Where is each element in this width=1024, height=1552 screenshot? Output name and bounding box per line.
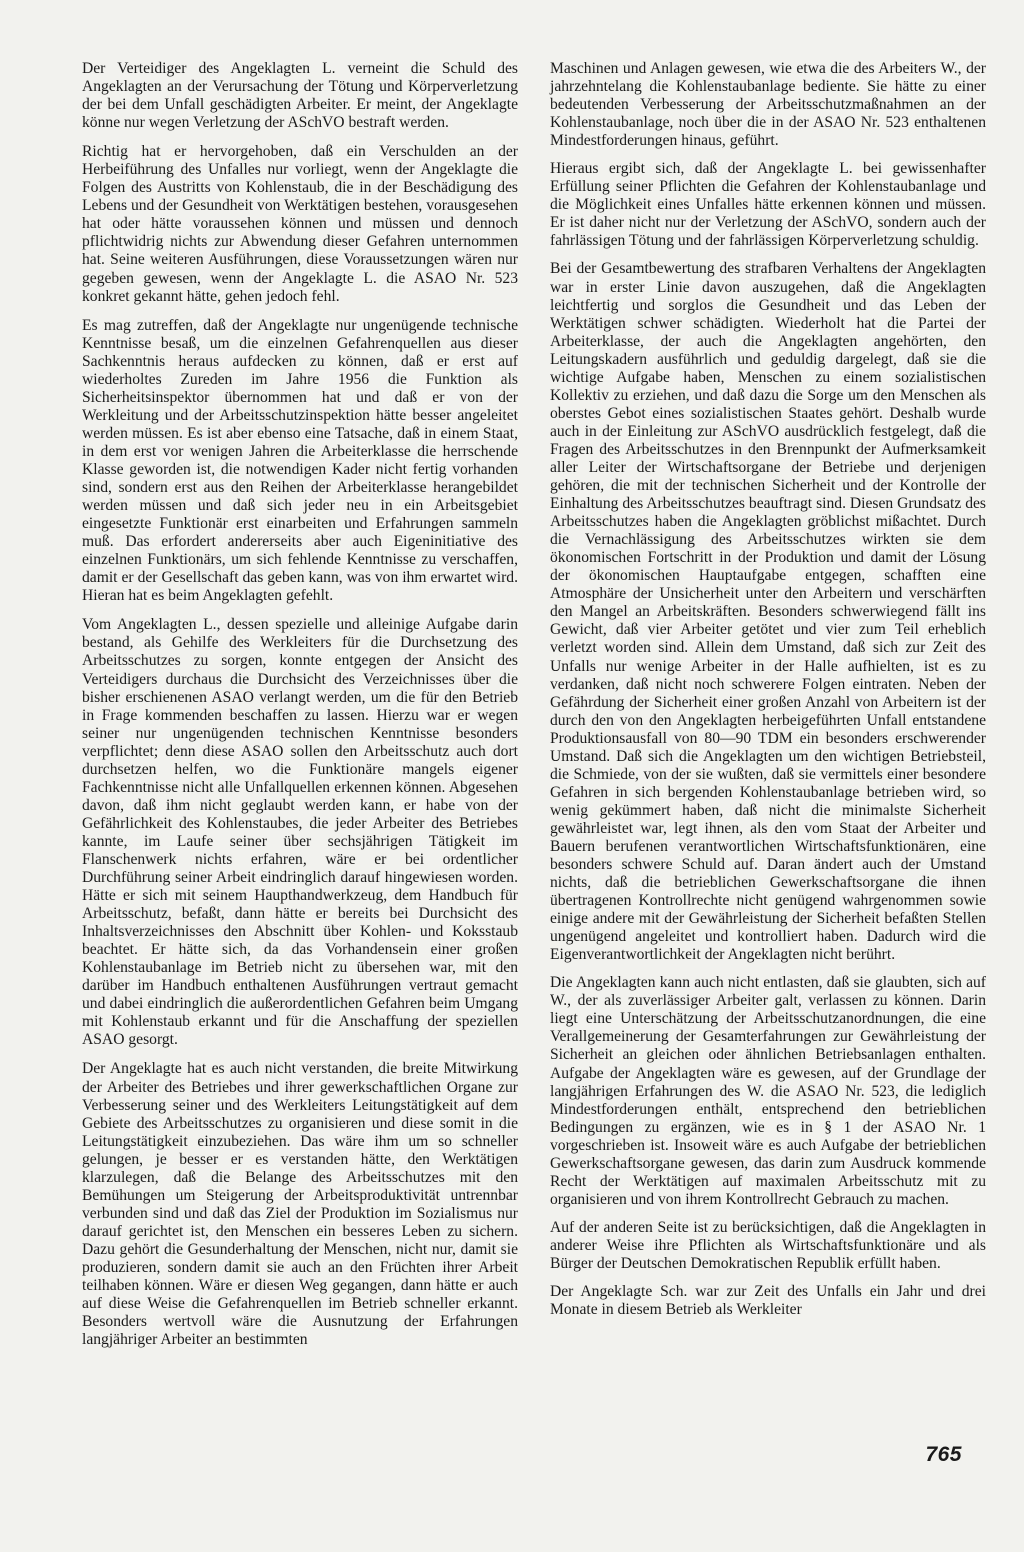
page-number: 765 (925, 1443, 962, 1466)
paragraph: Die Angeklagten kann auch nicht entlasten, daß sie glaubten, sich auf W., der als zuverlässiger Arbeiter galt, verlassen zu können. Darin liegt eine Unterschätzung der Arbeitsschutzanordnungen, die eine Verallgemeinerung der Gesamterfahrungen zur Gewährleistung der Sicherheit an gleichen oder ähnlichen Betriebsanlagen enthalten. Aufgabe der Angeklagten wäre es gewesen, auf der Grundlage der langjährigen Erfahrungen des W. die ASAO Nr. 523, die lediglich Mindestforderungen enthält, entsprechend den betrieblichen Bedingungen zu ergänzen, wie es in § 1 der ASAO Nr. 1 vorgeschrieben ist. Insoweit wäre es auch Aufgabe der betrieblichen Gewerkschaftsorgane gewesen, das darin zum Ausdruck kommende Recht der Werktätigen auf maximalen Arbeitsschutz mit zu organisieren und von ihrem Kontrollrecht Gebrauch zu machen. (550, 974, 986, 1208)
paragraph: Der Verteidiger des Angeklagten L. verneint die Schuld des Angeklagten an der Verursachung der Tötung und Körperverletzung der bei dem Unfall geschädigten Arbeiter. Er meint, der Angeklagte könne nur wegen Verletzung der ASchVO bestraft werden. (82, 60, 518, 132)
left-column (82, 60, 518, 1360)
paragraph: Vom Angeklagten L., dessen spezielle und alleinige Aufgabe darin bestand, als Gehilfe des Werkleiters für die Durchsetzung des Arbeitsschutzes zu sorgen, konnte entgegen der Ansicht des Verteidigers durchaus die Durchsicht des Verzeichnisses über die bisher erschienenen ASAO verlangt werden, um die für den Betrieb in Frage kommenden beschaffen zu lassen. Hierzu war er wegen seiner nur ungenügenden technischen Kenntnisse besonders verpflichtet; denn diese ASAO sollen den Arbeitsschutz auch dort durchsetzen helfen, wo die Funktionäre mangels eigener Fachkenntnisse nicht alle Unfallquellen erkennen können. Abgesehen davon, daß ihm nicht geglaubt werden kann, er habe von der Gefährlichkeit des Kohlenstaubes, die jeder Arbeiter des Betriebes kannte, im Laufe seiner über sechsjährigen Tätigkeit im Flanschenwerk nichts erfahren, wäre er bei ordentlicher Durchführung seiner Arbeit eindringlich darauf hingewiesen worden. Hätte er sich mit seinem Haupthandwerkzeug, dem Handbuch für Arbeitsschutz, befaßt, dann hätte er bereits bei Durchsicht des Inhaltsverzeichnisses den Abschnitt über Kohlen- und Koksstaub beachtet. Er hätte sich, da das Vorhandensein einer großen Kohlenstaubanlage im Betrieb nicht zu übersehen war, mit den darüber im Handbuch enthaltenen Ausführungen vertraut gemacht und dabei eindringlich die außerordentlichen Gefahren beim Umgang mit Kohlenstaub erkannt und für die Anschaffung der speziellen ASAO gesorgt. (82, 616, 518, 1049)
paragraph: Auf der anderen Seite ist zu berücksichtigen, daß die Angeklagten in anderer Weise ihre Pflichten als Wirtschaftsfunktionäre und als Bürger der Deutschen Demokratischen Republik erfüllt haben. (550, 1218, 986, 1272)
paragraph: Richtig hat er hervorgehoben, daß ein Verschulden an der Herbeiführung des Unfalles nur vorliegt, wenn der Angeklagte die Folgen des Austritts von Kohlenstaub, die in der Beschädigung des Lebens und der Gesundheit von Werktätigen bestehen, vorausgesehen hat oder hätte voraussehen können und müssen und dennoch pflichtwidrig nichts zur Abwendung dieser Gefahren unternommen hat. Seine weiteren Ausführungen, diese Voraussetzungen wären nur gegeben gewesen, wenn der Angeklagte L. die ASAO Nr. 523 konkret gekannt hätte, gehen jedoch fehl. (82, 143, 518, 305)
paragraph: Es mag zutreffen, daß der Angeklagte nur ungenügende technische Kenntnisse besaß, um die einzelnen Gefahrenquellen aus dieser Sachkenntnis heraus aufdecken zu können, daß er erst auf wiederholtes Zureden im Jahre 1956 die Funktion als Sicherheitsinspektor übernommen hat und daß er von der Werkleitung und der Arbeitsschutzinspektion hätte besser angeleitet werden müssen. Es ist aber ebenso eine Tatsache, daß in einem Staat, in dem erst vor wenigen Jahren die Arbeiterklasse die herrschende Klasse geworden ist, die notwendigen Kader nicht fertig vorhanden sind, sondern erst aus den Reihen der Arbeiterklasse herangebildet werden müssen und daß sich jeder neu in ein Arbeitsgebiet eingesetzte Funktionär erst einarbeiten und Erfahrungen sammeln muß. Das erfordert andererseits aber auch Eigeninitiative des einzelnen Funktionärs, um sich fehlende Kenntnisse zu verschaffen, damit er der Gesellschaft das geben kann, was von ihm erwartet wird. Hieran hat es beim Angeklagten gefehlt. (82, 316, 518, 605)
right-column (550, 60, 986, 1360)
paragraph: Der Angeklagte hat es auch nicht verstanden, die breite Mitwirkung der Arbeiter des Betriebes und ihrer gewerkschaftlichen Organe zur Verbesserung seiner und des Werkleiters Leitungstätigkeit auf dem Gebiete des Arbeitsschutzes zu organisieren und diese somit in die Leitungstätigkeit einzubeziehen. Das wäre ihm um so schneller gelungen, je besser er es verstanden hätte, den Werktätigen klarzulegen, daß die Belange des Arbeitsschutzes mit den Bemühungen um Steigerung der Arbeitsproduktivität untrennbar verbunden sind und daß das Ziel der Produktion im Sozialismus nur darauf gerichtet ist, den Menschen ein besseres Leben zu sichern. Dazu gehört die Gesunderhaltung der Menschen, nicht nur, damit sie produzieren, sondern damit sie auch an den Früchten ihrer Arbeit teilhaben können. Wäre er diesen Weg gegangen, dann hätte er auch auf diese Weise die Gefahrenquellen im Betrieb schneller erkannt. Besonders wertvoll wäre die Ausnutzung der Erfahrungen langjähriger Arbeiter an bestimmten (82, 1060, 518, 1349)
text-columns (82, 60, 986, 1360)
paragraph: Der Angeklagte Sch. war zur Zeit des Unfalls ein Jahr und drei Monate in diesem Betrieb als Werkleiter (550, 1283, 986, 1319)
paragraph: Maschinen und Anlagen gewesen, wie etwa die des Arbeiters W., der jahrzehntelang die Kohlenstaubanlage bediente. Sie hätte zu einer bedeutenden Verbesserung der Arbeitsschutzmaßnahmen an der Kohlenstaubanlage, noch über die in der ASAO Nr. 523 enthaltenen Mindestforderungen hinaus, geführt. (550, 60, 986, 150)
paragraph: Bei der Gesamtbewertung des strafbaren Verhaltens der Angeklagten war in erster Linie davon auszugehen, daß die Angeklagten leichtfertig und sorglos die Gesundheit und das Leben der Werktätigen schwer schädigten. Wiederholt hat die Partei der Arbeiterklasse, der auch die Angeklagten angehörten, den Leitungskadern ausführlich und geduldig dargelegt, daß sie die wichtige Aufgabe haben, Menschen zu einem sozialistischen Kollektiv zu erziehen, und daß dazu die Sorge um den Menschen als oberstes Gebot eines sozialistischen Staates gehört. Deshalb wurde auch in der Einleitung zur ASchVO ausdrücklich festgelegt, daß die Fragen des Arbeitsschutzes in den Brennpunkt der Aufmerksamkeit aller Leiter der Wirtschaftsorgane der Betriebe und derjenigen gehören, die mit der technischen Sicherheit und der Kontrolle der Einhaltung des Arbeitsschutzes beauftragt sind. Diesen Grundsatz des Arbeitsschutzes haben die Angeklagten gröblichst mißachtet. Durch die Vernachlässigung des Arbeitsschutzes wirkten sie dem ökonomischen Fortschritt in der Produktion und damit der Lösung der ökonomischen Hauptaufgabe entgegen, schafften eine Atmosphäre der Unsicherheit unter den Arbeitern und verschärften den Mangel an Arbeitskräften. Besonders schwerwiegend fällt ins Gewicht, daß vier Arbeiter getötet und vier zum Teil erheblich verletzt worden sind. Allein dem Umstand, daß sich zur Zeit des Unfalls nur wenige Arbeiter in der Halle aufhielten, ist es zu verdanken, daß nicht noch schwerere Folgen eintraten. Neben der Gefährdung der Sicherheit einer großen Anzahl von Arbeitern ist der durch den von den Angeklagten herbeigeführten Unfall entstandene Produktionsausfall von 80—90 TDM ein besonders erschwerender Umstand. Daß sich die Angeklagten um den wichtigen Betriebsteil, die Schmiede, von der sie wußten, daß sie vermittels einer besondere Gefahren in sich bergenden Kohlenstaubanlage betrieben wird, so wenig gekümmert haben, daß nicht die minimalste Sicherheit gewährleistet war, legt ihnen, als den vom Staat der Arbeiter und Bauern berufenen verantwortlichen Wirtschaftsfunktionären, eine besonders schwere Schuld auf. Daran ändert auch der Umstand nichts, daß die betrieblichen Gewerkschaftsorgane die ihnen übertragenen Kontrollrechte nicht genügend wahrgenommen sowie einige andere mit der Gewährleistung der Sicherheit befaßten Stellen ungenügend angeleitet und kontrolliert haben. Dadurch wird die Eigenverantwortlichkeit der Angeklagten nicht berührt. (550, 260, 986, 964)
paragraph: Hieraus ergibt sich, daß der Angeklagte L. bei gewissenhafter Erfüllung seiner Pflichten die Gefahren der Kohlenstaubanlage und die Möglichkeit eines Unfalles hätte erkennen können und müssen. Er ist daher nicht nur der Verletzung der ASchVO, sondern auch der fahrlässigen Tötung und der fahrlässigen Körperverletzung schuldig. (550, 160, 986, 250)
